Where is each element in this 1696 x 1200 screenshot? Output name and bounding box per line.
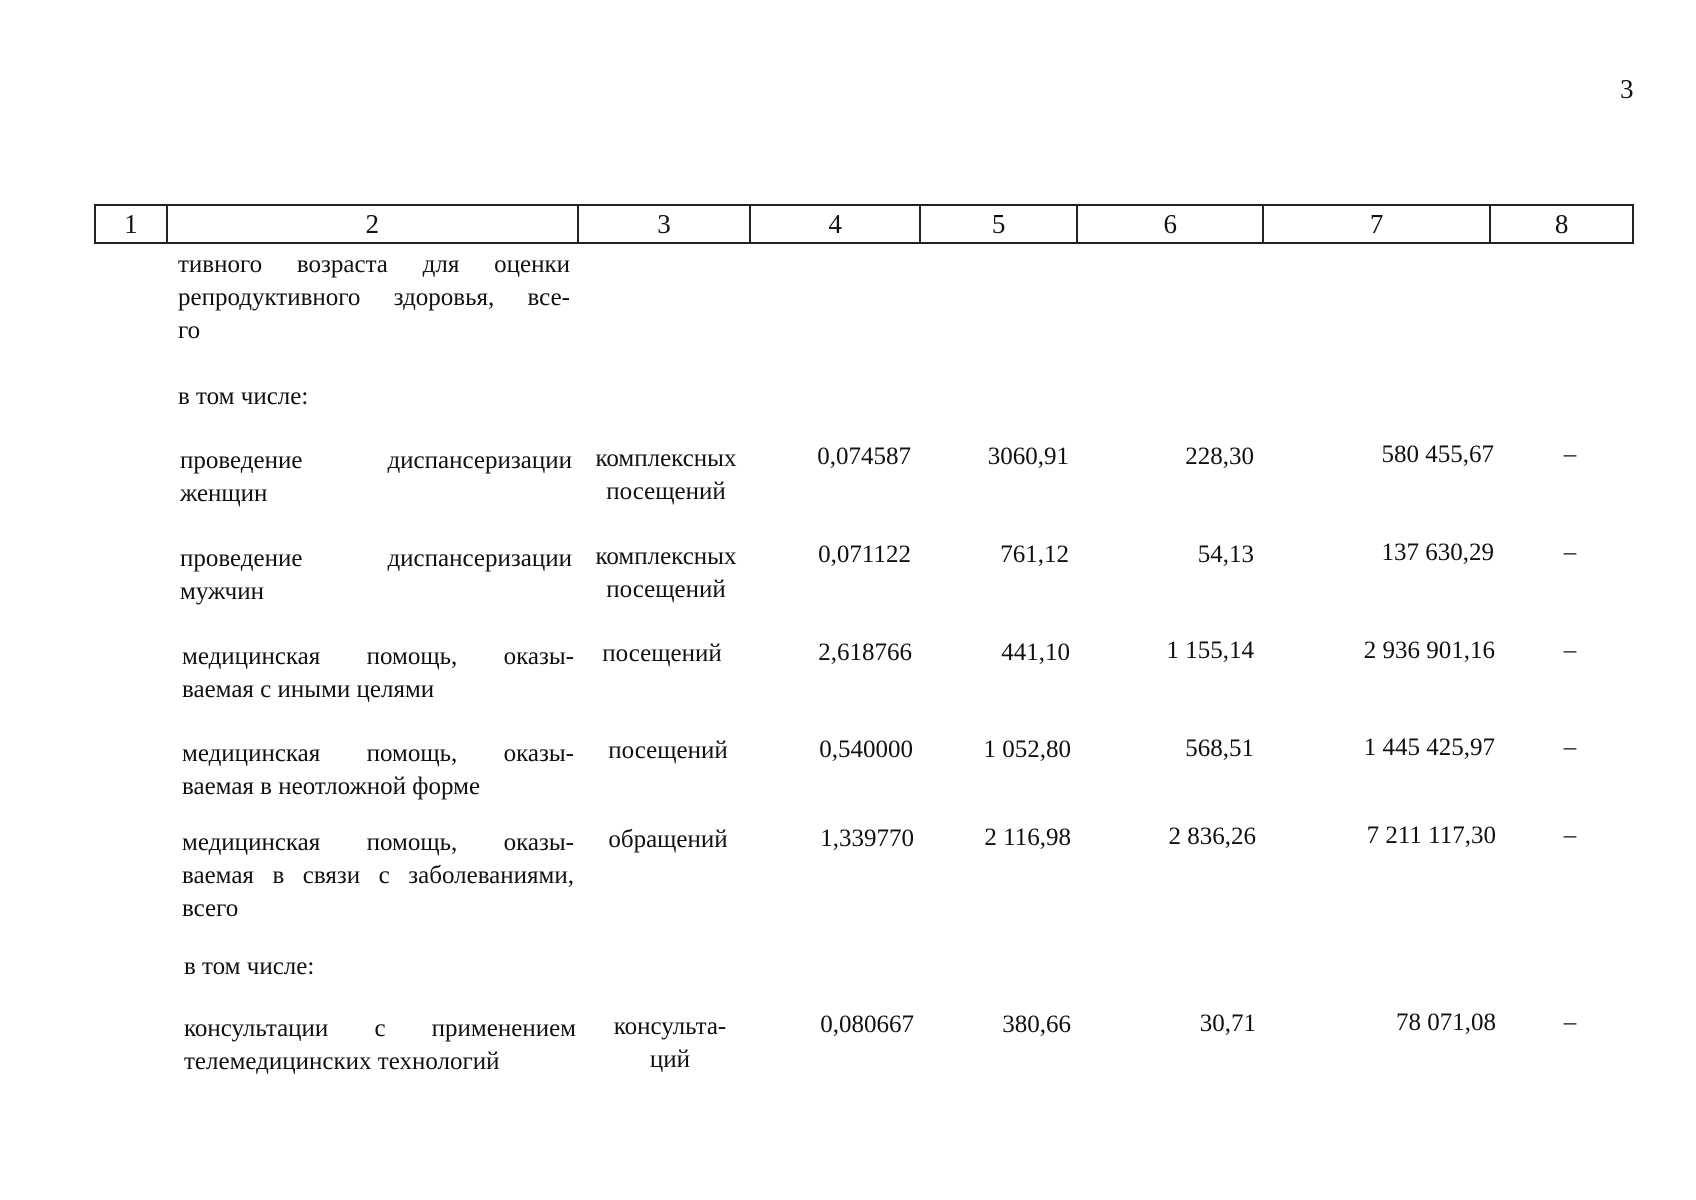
label-line: тивного возраста для оценки [178, 251, 570, 278]
unit-line: комплексных [595, 543, 737, 570]
unit-line: комплексных [595, 445, 737, 472]
row-value-col5: 761,12 [1000, 541, 1069, 568]
row-value-col4: 0,540000 [819, 736, 913, 763]
row-value-col5: 380,66 [1002, 1011, 1071, 1038]
row-value-col4: 0,071122 [818, 541, 911, 568]
row-value-col5: 2 116,98 [984, 824, 1071, 851]
row-value-col8: – [1563, 539, 1577, 566]
label-line: консультации с применением [184, 1015, 576, 1042]
label-line: го [178, 317, 201, 344]
label-line: проведение диспансеризации [180, 447, 572, 474]
row-label [182, 640, 574, 706]
row-label [180, 444, 572, 510]
row-unit [584, 1010, 756, 1076]
column-header-6: 6 [1078, 206, 1264, 242]
row-value-col6: 2 836,26 [1168, 823, 1256, 850]
row-value-col5: 1 052,80 [983, 736, 1071, 763]
row-value-col6: 30,71 [1199, 1010, 1256, 1037]
row-value-col4: 2,618766 [818, 639, 912, 666]
unit-line: посещений [602, 640, 722, 667]
subheading-including: в том числе: [178, 383, 309, 410]
unit-line: посещений [608, 737, 728, 764]
row-value-col7: 137 630,29 [1381, 539, 1494, 566]
row-value-col6: 54,13 [1197, 541, 1254, 568]
row-unit [576, 637, 748, 670]
row-value-col8: – [1563, 734, 1577, 761]
row-label [180, 542, 572, 608]
page-number: 3 [1620, 74, 1634, 104]
row-value-col4: 0,074587 [817, 443, 911, 470]
row-value-col5: 441,10 [1001, 639, 1070, 666]
column-header-8: 8 [1554, 208, 1569, 239]
unit-line: посещений [606, 478, 726, 505]
row-value-col8: – [1563, 637, 1577, 664]
table-header-row [94, 204, 1634, 244]
row-value-col7: 78 071,08 [1396, 1009, 1496, 1036]
row-label [184, 1012, 576, 1078]
label-line: проведение диспансеризации [180, 545, 572, 572]
row-label [182, 737, 574, 803]
label-line: всего [182, 895, 239, 922]
row-unit [582, 734, 754, 767]
row-value-col6: 1 155,14 [1166, 637, 1254, 664]
column-header-7: 7 [1264, 206, 1491, 242]
row-value-col7: 2 936 901,16 [1363, 637, 1495, 664]
continuation-label [178, 248, 570, 347]
label-line: телемедицинских технологий [184, 1048, 500, 1075]
row-unit [580, 442, 752, 508]
label-line: женщин [180, 480, 268, 507]
label-line: медицинская помощь, оказы- [182, 829, 574, 856]
row-value-col7: 1 445 425,97 [1363, 734, 1495, 761]
column-header-5: 5 [921, 206, 1079, 242]
row-unit [582, 823, 754, 856]
row-value-col5: 3060,91 [987, 443, 1069, 470]
unit-line: посещений [606, 576, 726, 603]
label-line: ваемая в неотложной форме [182, 773, 481, 800]
row-value-col8: – [1563, 441, 1577, 468]
column-header-3: 3 [579, 206, 752, 242]
row-value-col4: 1,339770 [820, 825, 914, 852]
label-line: ваемая с иными целями [182, 676, 435, 703]
label-line: медицинская помощь, оказы- [182, 740, 574, 767]
label-line: репродуктивного здоровья, все- [178, 284, 570, 311]
row-value-col4: 0,080667 [820, 1011, 914, 1038]
row-label [182, 826, 574, 925]
column-header-2: 2 [168, 206, 579, 242]
label-line: медицинская помощь, оказы- [182, 643, 574, 670]
column-header-4: 4 [751, 206, 921, 242]
column-header-1: 1 [96, 206, 168, 242]
label-line: ваемая в связи с заболеваниями, [182, 862, 574, 889]
row-unit [580, 540, 752, 606]
row-value-col8: – [1563, 1009, 1577, 1036]
row-value-col6: 568,51 [1185, 735, 1254, 762]
unit-line: обращений [608, 826, 728, 853]
row-value-col8: – [1563, 822, 1577, 849]
row-value-col7: 580 455,67 [1381, 441, 1494, 468]
unit-line: консульта- [613, 1013, 727, 1040]
unit-line: ций [649, 1046, 691, 1073]
label-line: мужчин [180, 578, 264, 605]
row-value-col6: 228,30 [1185, 443, 1254, 470]
row-value-col7: 7 211 117,30 [1366, 822, 1496, 849]
subheading-including: в том числе: [184, 953, 315, 980]
